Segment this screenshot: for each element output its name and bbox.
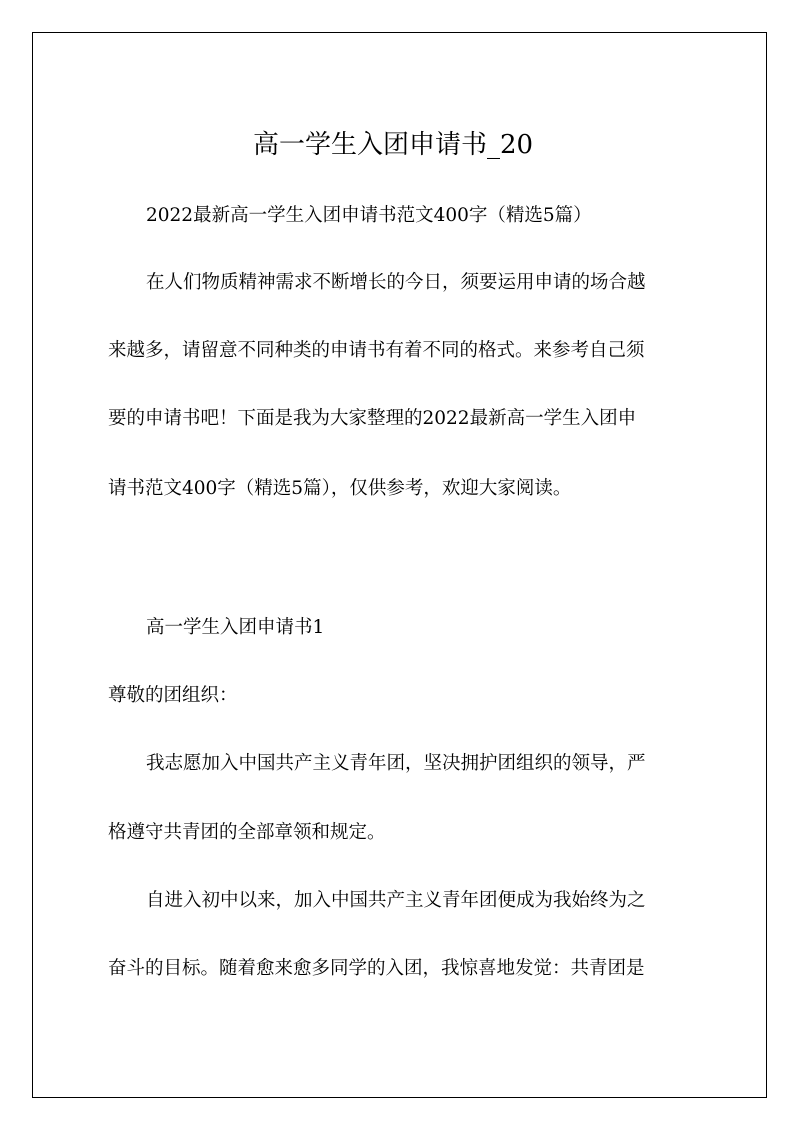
section-heading: 高一学生入团申请书1 [146,617,325,638]
document-subtitle: 2022最新高一学生入团申请书范文400字（精选5篇） [146,205,592,226]
intro-line-1: 在人们物质精神需求不断增长的今日，须要运用申请的场合越 [146,272,646,293]
salutation: 尊敬的团组织： [108,685,238,706]
intro-line-4: 请书范文400字（精选5篇），仅供参考，欢迎大家阅读。 [108,478,572,499]
body-line-1: 我志愿加入中国共产主义青年团，坚决拥护团组织的领导，严 [146,753,646,774]
body-line-3: 自进入初中以来，加入中国共产主义青年团便成为我始终为之 [146,890,646,911]
body-line-4: 奋斗的目标。随着愈来愈多同学的入团，我惊喜地发觉：共青团是 [108,958,645,979]
page-border [32,32,767,1098]
intro-line-3: 要的申请书吧！下面是我为大家整理的2022最新高一学生入团申 [108,408,637,429]
intro-line-2: 来越多，请留意不同种类的申请书有着不同的格式。来参考自己须 [108,340,645,361]
document-title: 高一学生入团申请书_20 [252,130,534,160]
body-line-2: 格遵守共青团的全部章领和规定。 [108,822,386,843]
